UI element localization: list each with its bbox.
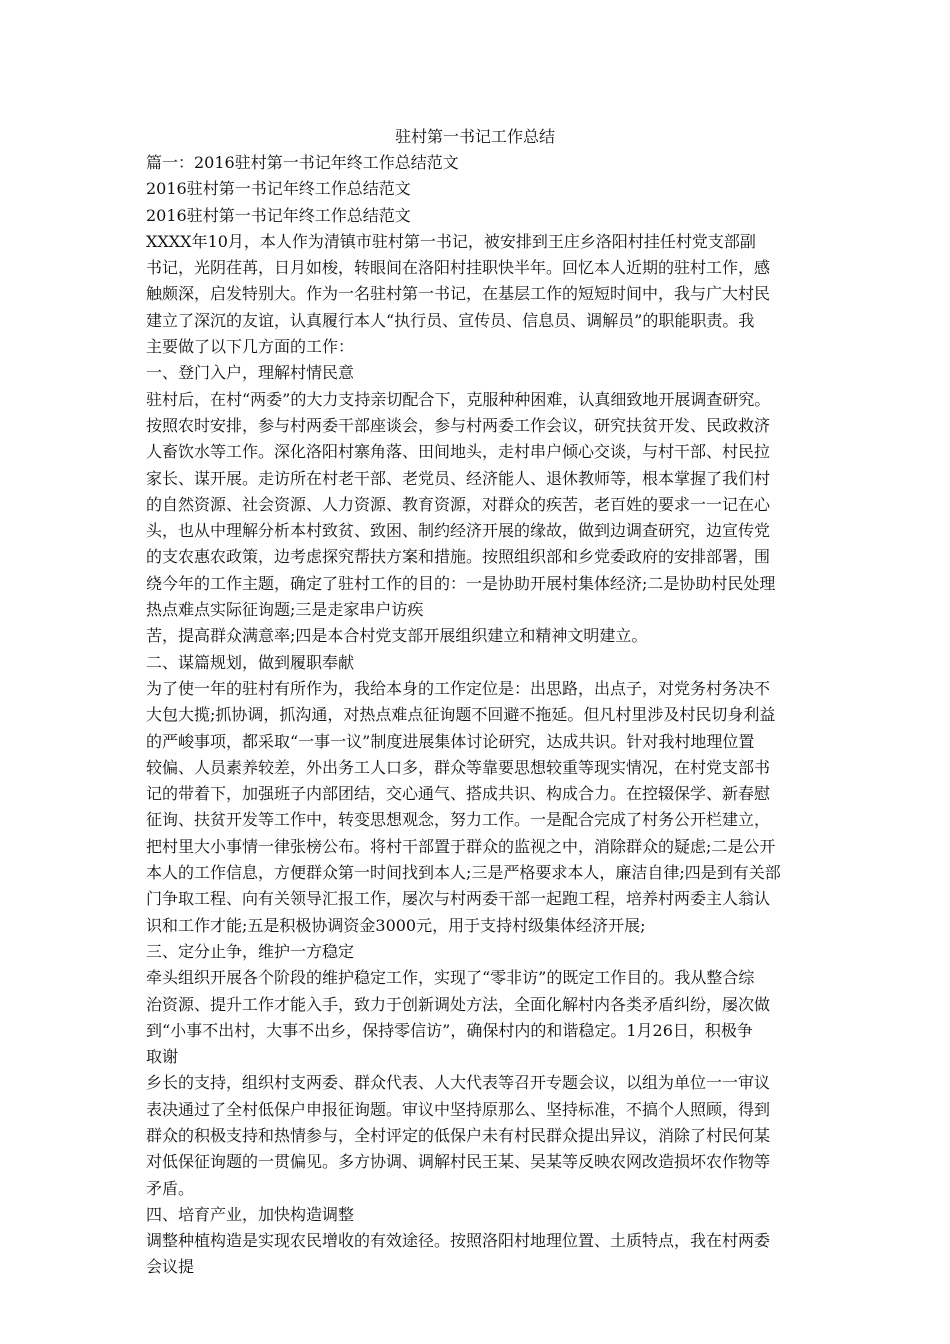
text-line: 会议提 (146, 1257, 195, 1277)
text-line: 牵头组织开展各个阶段的维护稳定工作，实现了“零非访”的既定工作目的。我从整合综 (146, 968, 755, 988)
text-line: 征询、扶贫开发等工作中，转变思想观念，努力工作。一是配合完成了村务公开栏建立， (146, 810, 771, 830)
text-line: 为了使一年的驻村有所作为，我给本身的工作定位是：出思路，出点子，对党务村务决不 (146, 678, 771, 698)
text-line: 触颇深，启发特别大。作为一名驻村第一书记，在基层工作的短短时间中，我与广大村民 (146, 284, 771, 304)
text-line: 到“小事不出村，大事不出乡，保持零信访”，确保村内的和谐稳定。1月26日，积极争 (146, 1020, 753, 1040)
text-line: 较偏、人员素养较差，外出务工人口多，群众等靠要思想较重等现实情况，在村党支部书 (146, 757, 771, 777)
text-line: 家长、谋开展。走访所在村老干部、老党员、经济能人、退休教师等，根本掌握了我们村 (146, 468, 771, 488)
text-line: 把村里大小事情一律张榜公布。将村干部置于群众的监视之中，消除群众的疑虑;二是公开 (146, 836, 776, 856)
text-line: 苦，提高群众满意率;四是本合村党支部开展组织建立和精神文明建立。 (146, 626, 648, 646)
document-title: 驻村第一书记工作总结 (394, 127, 555, 146)
text-line: 二、谋篇规划，做到履职奉献 (146, 652, 355, 672)
text-line: 调整种植构造是实现农民增收的有效途径。按照洛阳村地理位置、土质特点，我在村两委 (146, 1231, 771, 1251)
text-line: 表决通过了全村低保户申报征询题。审议中坚持原那么、坚持标准，不搞个人照顾，得到 (146, 1099, 771, 1119)
text-line: 治资源、提升工作才能入手，致力于创新调处方法，全面化解村内各类矛盾纠纷，屡次做 (146, 994, 771, 1014)
text-line: 按照农时安排，参与村两委干部座谈会，参与村两委工作会议，研究扶贫开发、民政救济 (146, 415, 771, 435)
text-line: 的严峻事项，都采取“一事一议”制度进展集体讨论研究，达成共识。针对我村地理位置 (146, 731, 755, 751)
text-line: 主要做了以下几方面的工作： (146, 337, 355, 357)
text-line: 记的带着下，加强班子内部团结，交心通气、搭成共识、构成合力。在控辍保学、新春慰 (146, 784, 771, 804)
text-line: 本人的工作信息，方便群众第一时间找到本人;三是严格要求本人，廉洁自律;四是到有关部 (146, 863, 781, 883)
text-line: 取谢 (146, 1047, 179, 1067)
text-line: 一、登门入户，理解村情民意 (146, 363, 355, 383)
text-line: 2016驻村第一书记年终工作总结范文 (146, 205, 411, 225)
text-line: 群众的积极支持和热情参与，全村评定的低保户未有村民群众提出异议，消除了村民何某 (146, 1125, 771, 1145)
text-line: 人畜饮水等工作。深化洛阳村寨角落、田间地头，走村串户倾心交谈，与村干部、村民拉 (146, 442, 771, 462)
text-line: 矛盾。 (146, 1178, 195, 1198)
text-line: 的支农惠农政策，边考虑探究帮扶方案和措施。按照组织部和乡党委政府的安排部署，围 (146, 547, 771, 567)
text-line: XXXX年10月，本人作为清镇市驻村第一书记，被安排到王庄乡洛阳村挂任村党支部副 (146, 231, 756, 251)
text-line: 对低保征询题的一贯偏见。多方协调、调解村民王某、吴某等反映农网改造损坏农作物等 (146, 1152, 771, 1172)
text-line: 驻村后，在村“两委”的大力支持亲切配合下，克服种种困难，认真细致地开展调查研究。 (146, 389, 771, 409)
document-body (146, 150, 826, 1281)
text-line: 三、定分止争，维护一方稳定 (146, 941, 355, 961)
text-line: 建立了深沉的友谊，认真履行本人“执行员、宣传员、信息员、调解员”的职能职责。我 (146, 310, 755, 330)
text-line: 乡长的支持，组织村支两委、群众代表、人大代表等召开专题会议，以组为单位一一审议 (146, 1073, 771, 1093)
text-line: 门争取工程、向有关领导汇报工作，屡次与村两委干部一起跑工程，培养村两委主人翁认 (146, 889, 771, 909)
text-line: 头，也从中理解分析本村致贫、致困、制约经济开展的缘故，做到边调查研究，边宣传党 (146, 521, 771, 541)
text-line: 2016驻村第一书记年终工作总结范文 (146, 179, 411, 199)
text-line: 热点难点实际征询题;三是走家串户访疾 (146, 600, 424, 620)
text-line: 绕今年的工作主题，确定了驻村工作的目的：一是协助开展村集体经济;二是协助村民处理 (146, 573, 776, 593)
text-line: 四、培育产业，加快构造调整 (146, 1204, 355, 1224)
text-line: 篇一：2016驻村第一书记年终工作总结范文 (146, 153, 459, 172)
text-line: 识和工作才能;五是积极协调资金3000元，用于支持村级集体经济开展; (146, 915, 646, 935)
text-line: 的自然资源、社会资源、人力资源、教育资源，对群众的疾苦，老百姓的要求一一记在心 (146, 494, 771, 514)
text-line: 书记，光阴荏苒，日月如梭，转眼间在洛阳村挂职快半年。回忆本人近期的驻村工作，感 (146, 258, 771, 278)
text-line: 大包大揽;抓协调，抓沟通，对热点难点征询题不回避不拖延。但凡村里涉及村民切身利益 (146, 705, 776, 725)
